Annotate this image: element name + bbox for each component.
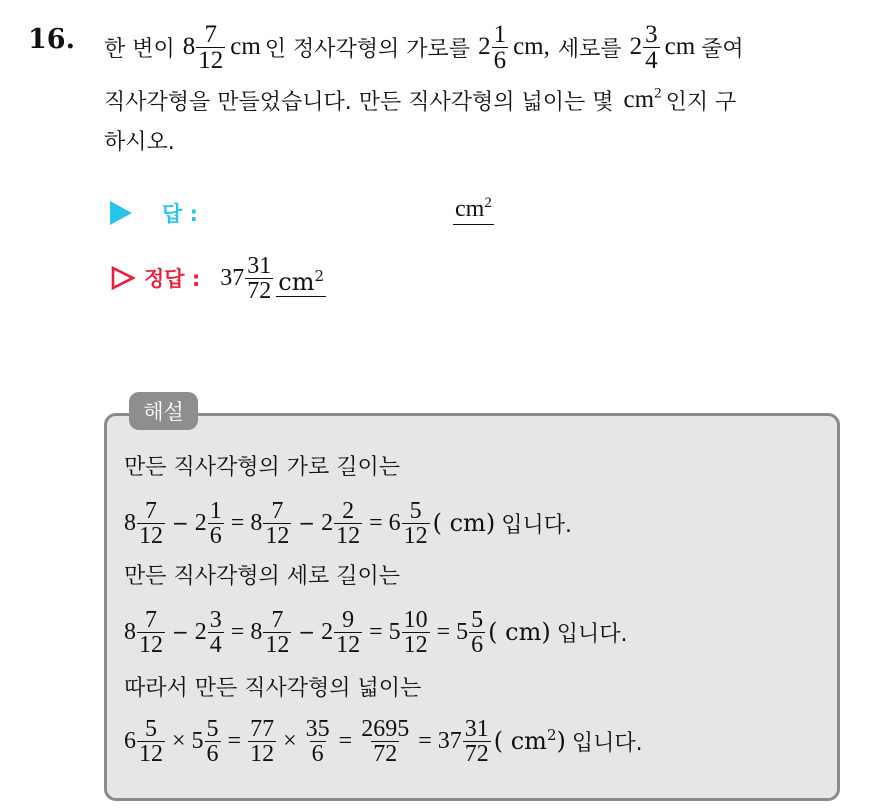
numerator: 1 [493, 20, 507, 48]
solution-equation-2: 8 $\frac{7}{12}$ − 2 $\frac{3}{4}$ = 8 $\frac{7}{12}$ − 2 $\frac{9}{12}$ = 5 $\frac{10}{12}$ = 5 $\frac{5}{6}$ ( cm) 입니다. [124, 606, 628, 658]
width-fraction [492, 22, 509, 73]
correct-fraction: $\frac{31}{72}$ [247, 252, 272, 304]
correct-answer-unit: $cm^2$ [278, 266, 325, 296]
question-text: 한 변이 [104, 36, 175, 62]
height-fraction [643, 22, 660, 73]
answer-row [110, 195, 198, 231]
question-text: 세로를 [557, 36, 622, 62]
numerator: 3 [645, 20, 658, 48]
answer-blank[interactable]: $cm^2$ [453, 196, 494, 225]
unit: cm [664, 33, 696, 60]
width-whole: 2 [478, 33, 491, 60]
solution-equation-3: 6 $\frac{5}{12}$ × 5 $\frac{5}{6}$ = $\frac{77}{12}$ × $\frac{35}{6}$ = $\frac{2695}{72}$ = 37 $\frac{31}{72}$ ( $cm^2$) 입니다. [124, 715, 643, 767]
solution-line-1: 만든 직사각형의 가로 길이는 [124, 454, 401, 480]
question-line-3 [104, 120, 175, 160]
solution-line-5: 따라서 만든 직사각형의 넓이는 [124, 675, 422, 701]
denominator: 6 [493, 46, 507, 74]
question-text: 하시오. [104, 129, 175, 155]
correct-answer-label: 정답 : [144, 267, 201, 291]
outline-triangle-icon [110, 265, 136, 291]
solution-tag: 해설 [129, 392, 198, 430]
height-whole: 2 [629, 33, 643, 60]
play-triangle-icon [110, 201, 132, 225]
question-text: 줄여 [701, 36, 744, 62]
question-line-1 [104, 13, 744, 81]
side-whole: 8 [182, 33, 196, 60]
question-line-2 [104, 80, 736, 120]
answer-label: 답 : [162, 202, 198, 226]
solution-equation-1: 8 $\frac{7}{12}$ − 2 $\frac{1}{6}$ = 8 $\frac{7}{12}$ − 2 $\frac{2}{12}$ = 6 $\frac{5}{12}$ ( cm) 입니다. [124, 497, 572, 549]
denominator: 4 [645, 46, 658, 74]
solution-line-3: 만든 직사각형의 세로 길이는 [124, 563, 401, 589]
correct-answer-row [110, 248, 326, 308]
question-text: 인지 구 [665, 89, 737, 115]
question-text: 직사각형을 만들었습니다. 만든 직사각형의 넓이는 몇 [104, 89, 614, 115]
side-fraction [196, 22, 225, 73]
correct-answer-value: 37 $\frac{31}{72}$ $cm^2$ [220, 252, 325, 304]
unit: cm, [513, 33, 550, 60]
unit: cm [230, 33, 261, 60]
question-number: 16. [28, 24, 75, 55]
numerator: 7 [204, 20, 217, 48]
denominator: 12 [198, 46, 224, 74]
unit: $cm^2$ [623, 85, 662, 113]
question-text: 인 정사각형의 가로를 [264, 36, 471, 62]
